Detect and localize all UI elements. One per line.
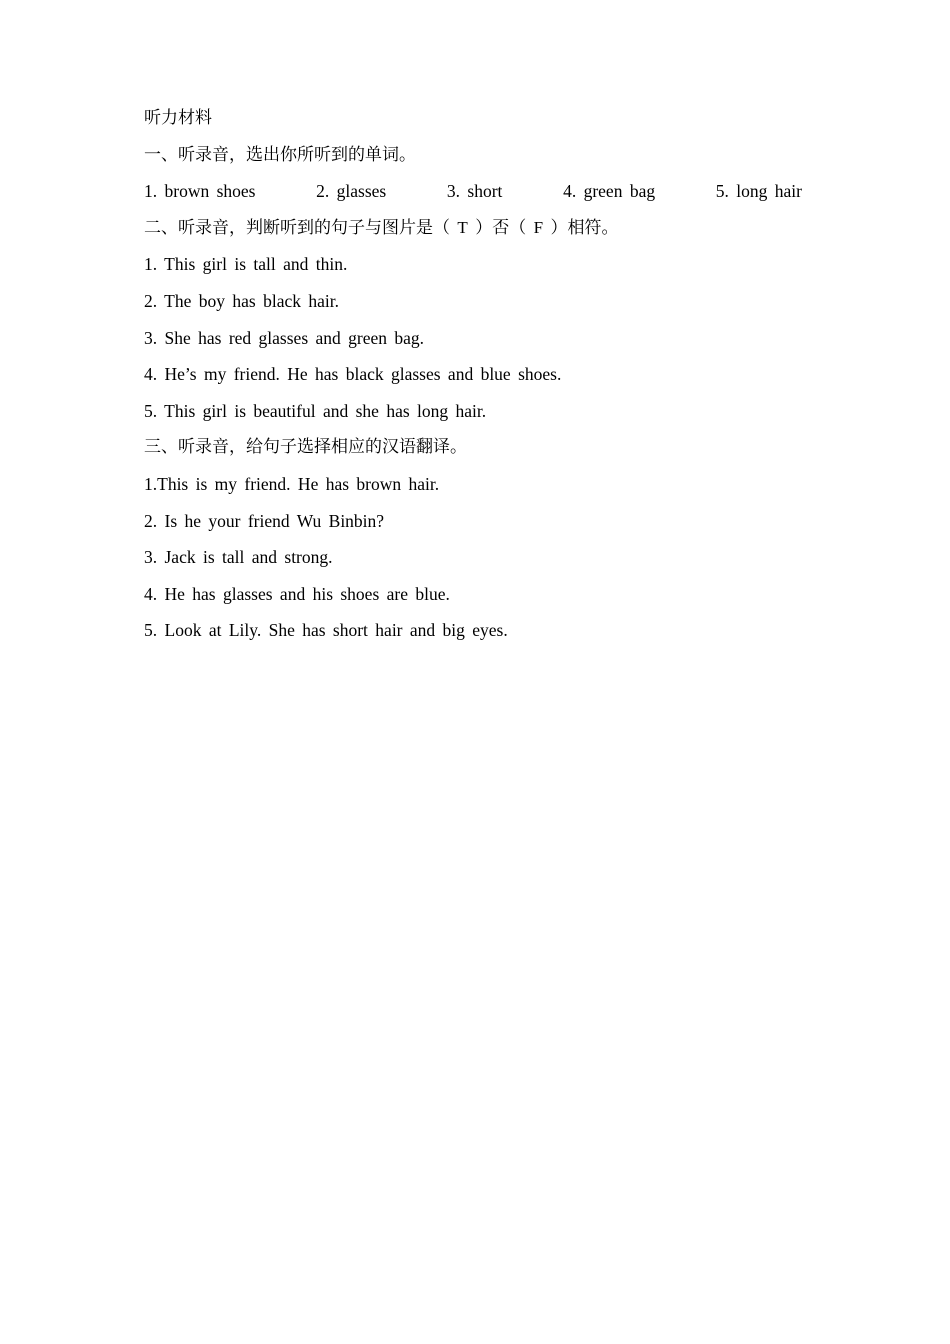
sentence-line: 5. This girl is beautiful and she has long hair. <box>144 400 487 421</box>
sentence-line: 4. He has glasses and his shoes are blue. <box>144 583 450 604</box>
sentence-line: 1.This is my friend. He has brown hair. <box>144 473 440 494</box>
sentence-line: 2. The boy has black hair. <box>144 290 339 311</box>
section-1-heading: 一、听录音，选出你所听到的单词。 <box>144 144 416 165</box>
section-3-heading: 三、听录音，给句子选择相应的汉语翻译。 <box>144 437 467 458</box>
word-item: 4. green bag <box>563 181 656 202</box>
section-2-heading <box>144 210 824 247</box>
section-1-word-list <box>144 173 802 210</box>
section-2-heading-part-a: 二、听录音，判断听到的句子与图片是（ <box>144 217 456 238</box>
true-mark: T <box>457 217 468 237</box>
document-content <box>144 100 824 649</box>
section-2-heading-part-c: ）相符。 <box>545 217 619 238</box>
word-item: 1. brown shoes <box>144 181 256 202</box>
sentence-line: 4. He’s my friend. He has black glasses and blue shoes. <box>144 364 562 385</box>
sentence-line: 3. She has red glasses and green bag. <box>144 327 425 348</box>
false-mark: F <box>533 217 544 237</box>
word-item: 5. long hair <box>715 181 802 202</box>
word-item: 3. short <box>446 181 503 202</box>
word-item: 2. glasses <box>316 181 387 202</box>
section-2-heading-part-b: ）否（ <box>469 217 532 238</box>
sentence-line: 5. Look at Lily. She has short hair and big eyes. <box>144 620 508 641</box>
sentence-line: 1. This girl is tall and thin. <box>144 254 348 275</box>
document-title: 听力材料 <box>144 108 212 128</box>
sentence-line: 3. Jack is tall and strong. <box>144 547 333 568</box>
sentence-line: 2. Is he your friend Wu Binbin? <box>144 510 385 531</box>
